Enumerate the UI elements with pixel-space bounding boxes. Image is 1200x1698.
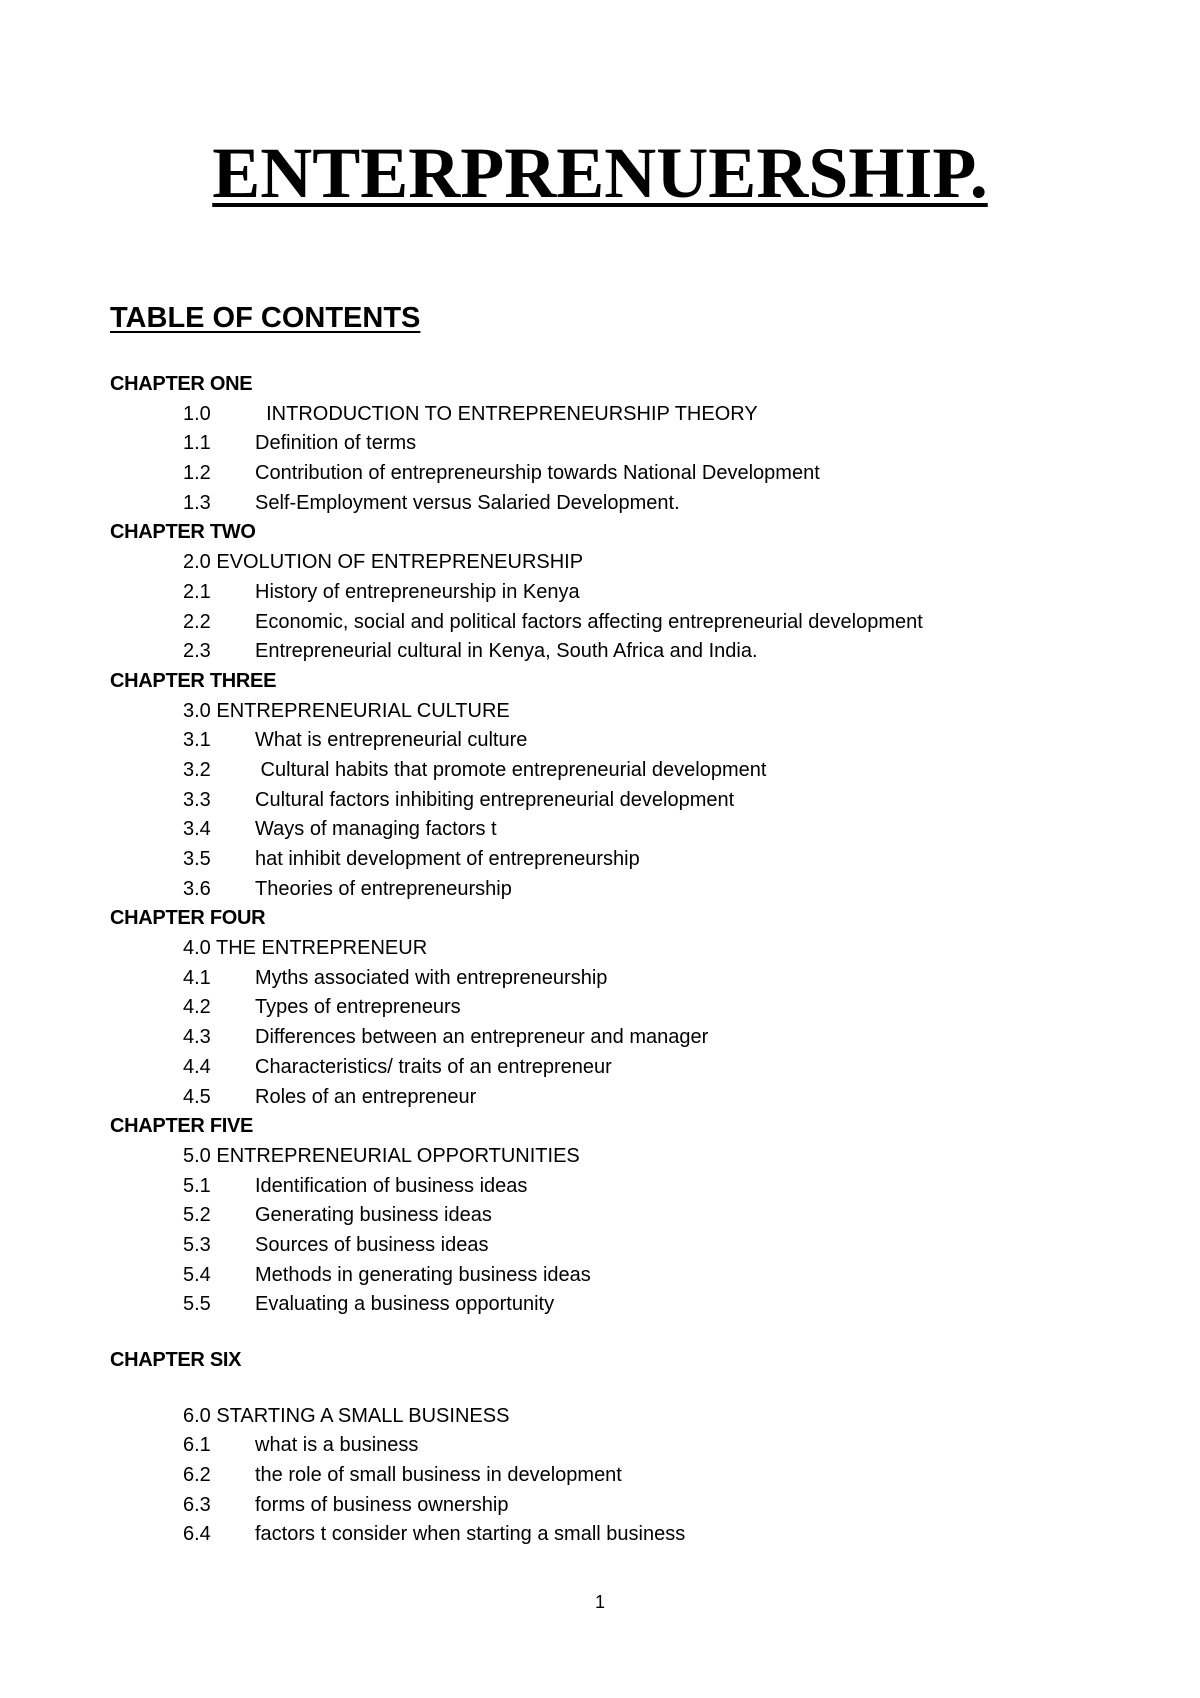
- toc-entry: [110, 459, 1110, 489]
- toc-entry: [110, 1231, 1110, 1261]
- entry-text: Contribution of entrepreneurship towards National Development: [255, 462, 820, 485]
- entry-text: Cultural factors inhibiting entrepreneurial development: [255, 788, 735, 811]
- entry-number: 3.1: [183, 729, 211, 752]
- entry-number: 4.1: [183, 966, 211, 989]
- toc-entry: [110, 1083, 1110, 1113]
- entry-number: 1.2: [183, 462, 211, 485]
- table-of-contents: [110, 370, 1110, 1550]
- toc-entry: [110, 400, 1110, 430]
- entry-text: Theories of entrepreneurship: [255, 877, 512, 900]
- entry-text: what is a business: [255, 1434, 419, 1457]
- entry-number: 3.4: [183, 818, 211, 841]
- entry-text: Generating business ideas: [255, 1204, 492, 1227]
- chapter-two-subheading: 2.0 EVOLUTION OF ENTREPRENEURSHIP: [183, 551, 584, 574]
- toc-entry: [110, 786, 1110, 816]
- entry-text: INTRODUCTION TO ENTREPRENEURSHIP THEORY: [255, 402, 758, 425]
- entry-number: 2.3: [183, 640, 211, 663]
- chapter-six-title: CHAPTER SIX: [110, 1349, 242, 1371]
- entry-number: 5.3: [183, 1233, 211, 1256]
- entry-text: Cultural habits that promote entrepreneurial development: [255, 758, 767, 781]
- chapter-one-title: CHAPTER ONE: [110, 373, 253, 395]
- toc-entry: [110, 578, 1110, 608]
- document-title: [0, 128, 1200, 218]
- toc-entry: [110, 845, 1110, 875]
- entry-number: 4.5: [183, 1085, 211, 1108]
- chapter-two-title: CHAPTER TWO: [110, 521, 256, 544]
- toc-entry: [110, 993, 1110, 1023]
- entry-number: 3.6: [183, 877, 211, 900]
- entry-text: History of entrepreneurship in Kenya: [255, 580, 580, 603]
- toc-entry: [110, 756, 1110, 786]
- entry-number: 5.2: [183, 1204, 211, 1227]
- page-number: 1: [594, 1592, 605, 1612]
- entry-text: forms of business ownership: [255, 1493, 509, 1516]
- entry-text: Definition of terms: [255, 432, 417, 455]
- entry-number: 5.4: [183, 1263, 211, 1286]
- entry-text: Self-Employment versus Salaried Development.: [255, 491, 680, 514]
- entry-number: 3.5: [183, 848, 211, 870]
- entry-number: 2.1: [183, 580, 211, 603]
- toc-entry: [110, 964, 1110, 994]
- chapter-five-subheading: 5.0 ENTREPRENEURIAL OPPORTUNITIES: [183, 1144, 580, 1167]
- entry-text: the role of small business in development: [255, 1464, 622, 1487]
- entry-text: factors t consider when starting a small business: [255, 1523, 686, 1546]
- toc-heading: TABLE OF CONTENTS: [110, 302, 421, 334]
- toc-entry: [110, 1461, 1110, 1491]
- entry-text: Entrepreneurial cultural in Kenya, South Africa and India.: [255, 640, 758, 663]
- toc-entry: [110, 1520, 1110, 1550]
- entry-text: What is entrepreneurial culture: [255, 729, 528, 752]
- entry-number: 4.3: [183, 1026, 211, 1049]
- toc-entry: [110, 1261, 1110, 1291]
- entry-text: Economic, social and political factors affecting entrepreneurial development: [255, 610, 923, 633]
- entry-number: 6.2: [183, 1464, 211, 1487]
- entry-number: 4.2: [183, 996, 211, 1019]
- toc-entry: [110, 726, 1110, 756]
- entry-text: Ways of managing factors t: [255, 818, 497, 841]
- chapter-three-subheading: 3.0 ENTREPRENEURIAL CULTURE: [183, 699, 510, 722]
- toc-entry: [110, 1290, 1110, 1320]
- chapter-five-title: CHAPTER FIVE: [110, 1115, 254, 1138]
- toc-entry: [110, 1023, 1110, 1053]
- entry-text: Methods in generating business ideas: [255, 1263, 591, 1286]
- toc-entry: [110, 637, 1110, 667]
- chapter-three-title: CHAPTER THREE: [110, 669, 277, 692]
- entry-text: Sources of business ideas: [255, 1233, 489, 1256]
- entry-number: 5.1: [183, 1174, 211, 1197]
- toc-entry: [110, 875, 1110, 905]
- entry-number: 2.2: [183, 610, 211, 633]
- entry-text: Evaluating a business opportunity: [255, 1293, 555, 1316]
- entry-number: 4.4: [183, 1055, 211, 1078]
- toc-entry: [110, 815, 1110, 845]
- toc-entry: [110, 1172, 1110, 1202]
- entry-number: 1.0: [183, 402, 211, 425]
- entry-number: 3.3: [183, 788, 211, 811]
- entry-number: 3.2: [183, 758, 211, 781]
- entry-text: Differences between an entrepreneur and manager: [255, 1026, 709, 1049]
- entry-text: Characteristics/ traits of an entrepreneur: [255, 1055, 612, 1078]
- entry-number: 1.1: [183, 432, 211, 455]
- document-title-text: ENTERPRENUERSHIP.: [212, 133, 988, 213]
- entry-number: 6.1: [183, 1434, 211, 1457]
- entry-text: Roles of an entrepreneur: [255, 1085, 477, 1108]
- entry-text: Types of entrepreneurs: [255, 996, 461, 1019]
- entry-text: hat inhibit development of entrepreneurship: [255, 848, 640, 870]
- toc-entry: [110, 1053, 1110, 1083]
- toc-entry: [110, 1431, 1110, 1461]
- entry-text: Identification of business ideas: [255, 1174, 528, 1197]
- toc-entry: [110, 429, 1110, 459]
- chapter-six-subheading: 6.0 STARTING A SMALL BUSINESS: [183, 1404, 510, 1427]
- toc-entry: [110, 1491, 1110, 1521]
- chapter-four-subheading: 4.0 THE ENTREPRENEUR: [183, 937, 428, 960]
- entry-number: 1.3: [183, 491, 211, 514]
- entry-text: Myths associated with entrepreneurship: [255, 966, 608, 989]
- chapter-four-title: CHAPTER FOUR: [110, 907, 266, 930]
- toc-entry: [110, 1201, 1110, 1231]
- entry-number: 5.5: [183, 1293, 211, 1316]
- entry-number: 6.3: [183, 1493, 211, 1516]
- toc-entry: [110, 608, 1110, 638]
- toc-entry: [110, 489, 1110, 519]
- entry-number: 6.4: [183, 1523, 211, 1546]
